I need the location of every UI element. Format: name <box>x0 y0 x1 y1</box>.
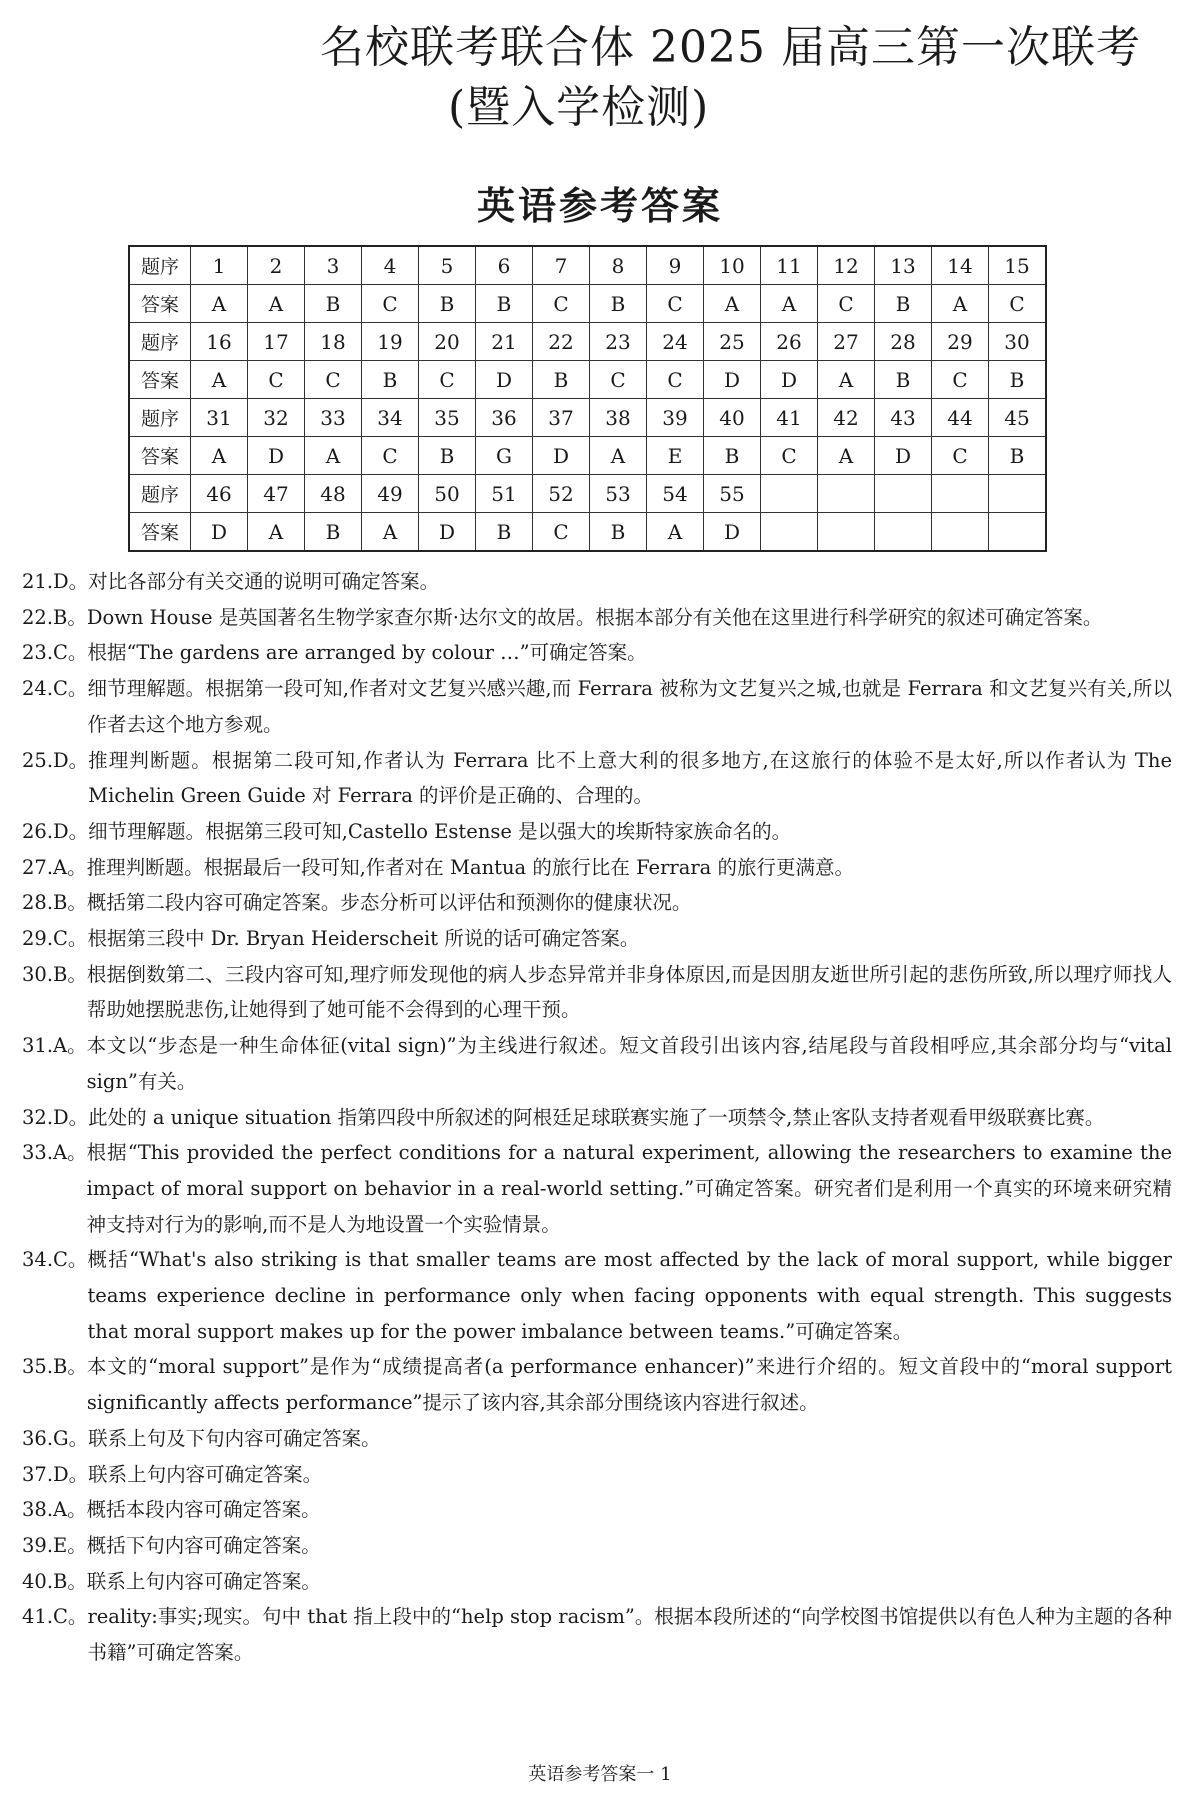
answer-row <box>129 437 1046 475</box>
question-number-cell: 54 <box>647 475 704 513</box>
explanation-text: 联系上句内容可确定答案。 <box>86 1569 321 1593</box>
explanation-number: 34.C。 <box>22 1248 88 1272</box>
explanation-number: 22.B。 <box>22 605 87 629</box>
explanation-item <box>22 600 1172 636</box>
answer-cell <box>761 513 818 552</box>
answer-cell: B <box>875 285 932 323</box>
answer-cell: C <box>419 361 476 399</box>
explanation-number: 33.A。 <box>22 1141 87 1165</box>
question-number-cell: 48 <box>305 475 362 513</box>
question-number-cell: 4 <box>362 246 419 285</box>
explanation-item <box>22 1028 1172 1099</box>
explanation-number: 40.B。 <box>22 1569 87 1593</box>
document-subtitle: (暨入学检测) <box>448 82 710 133</box>
question-number-cell: 24 <box>647 323 704 361</box>
explanation-item <box>22 921 1172 957</box>
answer-cell: A <box>761 285 818 323</box>
explanation-number: 27.A。 <box>22 855 87 879</box>
explanation-number: 28.B。 <box>22 891 87 915</box>
explanation-item <box>22 1100 1172 1136</box>
answer-cell: C <box>362 437 419 475</box>
question-number-cell: 36 <box>476 399 533 437</box>
answer-cell: B <box>476 285 533 323</box>
document-title: 名校联考联合体 2025 届高三第一次联考 <box>320 22 1141 73</box>
row-header-number: 题序 <box>129 323 191 361</box>
explanation-text: 联系上句内容可确定答案。 <box>88 1462 323 1486</box>
answer-cell: C <box>590 361 647 399</box>
explanation-text: 联系上句及下句内容可确定答案。 <box>88 1426 381 1450</box>
answer-cell: B <box>419 437 476 475</box>
explanation-item <box>22 1528 1172 1564</box>
explanation-item <box>22 671 1172 742</box>
question-number-cell: 43 <box>875 399 932 437</box>
question-number-cell: 53 <box>590 475 647 513</box>
question-number-cell: 50 <box>419 475 476 513</box>
question-number-cell: 29 <box>932 323 989 361</box>
question-number-cell: 25 <box>704 323 761 361</box>
explanation-item <box>22 743 1172 814</box>
row-header-answer: 答案 <box>129 285 191 323</box>
answer-cell: C <box>761 437 818 475</box>
answer-cell: B <box>590 513 647 552</box>
question-number-cell: 13 <box>875 246 932 285</box>
question-number-cell: 15 <box>989 246 1047 285</box>
explanation-text: Down House 是英国著名生物学家查尔斯·达尔文的故居。根据本部分有关他在这里进行科学研究的叙述可确定答案。 <box>86 605 1103 629</box>
explanation-item <box>22 635 1172 671</box>
answer-cell: C <box>647 285 704 323</box>
question-number-cell: 38 <box>590 399 647 437</box>
answer-cell: A <box>248 285 305 323</box>
answer-cell: D <box>704 513 761 552</box>
explanation-list <box>22 564 1172 1671</box>
row-header-answer: 答案 <box>129 513 191 552</box>
answer-cell: A <box>818 361 875 399</box>
explanation-text: 此处的 a unique situation 指第四段中所叙述的阿根廷足球联赛实施了一项禁令,禁止客队支持者观看甲级联赛比赛。 <box>88 1105 1105 1129</box>
answer-row <box>129 361 1046 399</box>
explanation-item <box>22 1349 1172 1420</box>
question-number-row <box>129 475 1046 513</box>
question-number-cell <box>875 475 932 513</box>
answer-cell: C <box>989 285 1047 323</box>
answer-cell: A <box>248 513 305 552</box>
answer-cell: B <box>590 285 647 323</box>
answer-cell: B <box>533 361 590 399</box>
explanation-text: reality:事实;现实。句中 that 指上段中的“help stop racism”。根据本段所述的“向学校图书馆提供以有色人种为主题的各种书籍”可确定答案。 <box>87 1605 1172 1665</box>
answer-cell: D <box>248 437 305 475</box>
question-number-cell: 37 <box>533 399 590 437</box>
answer-cell: C <box>818 285 875 323</box>
answer-cell: D <box>704 361 761 399</box>
answer-cell: C <box>932 361 989 399</box>
question-number-cell <box>932 475 989 513</box>
explanation-number: 21.D。 <box>22 570 89 593</box>
explanation-text: 根据“The gardens are arranged by colour …”可确定答案。 <box>87 641 647 665</box>
page-footer: 英语参考答案一 1 <box>528 1764 672 1785</box>
row-header-answer: 答案 <box>129 361 191 399</box>
explanation-number: 37.D。 <box>22 1462 89 1486</box>
question-number-cell: 23 <box>590 323 647 361</box>
question-number-cell: 40 <box>704 399 761 437</box>
explanation-item <box>22 1457 1172 1493</box>
question-number-cell: 33 <box>305 399 362 437</box>
question-number-cell: 17 <box>248 323 305 361</box>
question-number-cell: 47 <box>248 475 305 513</box>
question-number-cell <box>989 475 1047 513</box>
explanation-text: 推理判断题。根据第二段可知,作者认为 Ferrara 比不上意大利的很多地方,在这旅行的体验不是太好,所以作者认为 The Michelin Green Guide 对 Ferrara 的评价是正确的、合理的。 <box>88 748 1172 808</box>
explanation-item <box>22 1599 1172 1670</box>
question-number-cell: 1 <box>191 246 248 285</box>
answer-cell: C <box>305 361 362 399</box>
question-number-cell: 31 <box>191 399 248 437</box>
explanation-text: 对比各部分有关交通的说明可确定答案。 <box>88 570 440 593</box>
explanation-text: 根据倒数第二、三段内容可知,理疗师发现他的病人步态异常并非身体原因,而是因朋友逝世所引起的悲伤所致,所以理疗师找人帮助她摆脱悲伤,让她得到了她可能不会得到的心理干预。 <box>86 962 1172 1022</box>
question-number-cell: 9 <box>647 246 704 285</box>
explanation-text: 概括第二段内容可确定答案。步态分析可以评估和预测你的健康状况。 <box>86 891 692 915</box>
answer-cell: D <box>419 513 476 552</box>
explanation-number: 25.D。 <box>22 748 89 772</box>
answer-key-heading: 英语参考答案 <box>476 184 723 228</box>
question-number-cell: 6 <box>476 246 533 285</box>
explanation-number: 36.G。 <box>22 1426 89 1450</box>
answer-cell: D <box>875 437 932 475</box>
answer-cell: B <box>989 361 1047 399</box>
explanation-item <box>22 850 1172 886</box>
answer-cell: A <box>191 437 248 475</box>
answer-cell <box>818 513 875 552</box>
answer-table <box>128 245 1047 552</box>
explanation-number: 26.D。 <box>22 819 89 843</box>
explanation-item <box>22 885 1172 921</box>
answer-cell: G <box>476 437 533 475</box>
explanation-text: 细节理解题。根据第三段可知,Castello Estense 是以强大的埃斯特家族命名的。 <box>88 819 792 843</box>
question-number-cell: 3 <box>305 246 362 285</box>
answer-cell: C <box>533 285 590 323</box>
explanation-text: 概括“What's also striking is that smaller teams are most affected by the lack of moral support, while bigger teams experience decline in performance only when facing opponents with equal strength. This suggests that moral support makes up for the power imbalance between teams.”可确定答案。 <box>87 1248 1172 1343</box>
explanation-item <box>22 1242 1172 1349</box>
explanation-number: 41.C。 <box>22 1605 88 1629</box>
question-number-cell: 55 <box>704 475 761 513</box>
explanation-item <box>22 1564 1172 1600</box>
explanation-item <box>22 814 1172 850</box>
explanation-number: 31.A。 <box>22 1034 87 1058</box>
explanation-number: 30.B。 <box>22 962 87 986</box>
explanation-text: 概括下句内容可确定答案。 <box>86 1533 321 1557</box>
answer-cell <box>989 513 1047 552</box>
question-number-cell: 39 <box>647 399 704 437</box>
answer-cell <box>932 513 989 552</box>
explanation-number: 24.C。 <box>22 677 88 701</box>
explanation-item <box>22 1421 1172 1457</box>
question-number-cell: 27 <box>818 323 875 361</box>
question-number-cell: 32 <box>248 399 305 437</box>
answer-cell: A <box>191 285 248 323</box>
explanation-item <box>22 564 1172 600</box>
question-number-row <box>129 323 1046 361</box>
answer-cell: C <box>248 361 305 399</box>
question-number-cell: 51 <box>476 475 533 513</box>
answer-cell: C <box>533 513 590 552</box>
question-number-cell: 46 <box>191 475 248 513</box>
answer-cell: B <box>419 285 476 323</box>
explanation-item <box>22 957 1172 1028</box>
row-header-number: 题序 <box>129 246 191 285</box>
answer-cell: A <box>647 513 704 552</box>
question-number-cell: 22 <box>533 323 590 361</box>
row-header-number: 题序 <box>129 475 191 513</box>
answer-row <box>129 513 1046 552</box>
answer-cell: A <box>191 361 248 399</box>
question-number-cell: 49 <box>362 475 419 513</box>
explanation-text: 细节理解题。根据第一段可知,作者对文艺复兴感兴趣,而 Ferrara 被称为文艺复兴之城,也就是 Ferrara 和文艺复兴有关,所以作者去这个地方参观。 <box>87 677 1172 736</box>
row-header-number: 题序 <box>129 399 191 437</box>
explanation-number: 39.E。 <box>22 1533 87 1557</box>
answer-cell: B <box>362 361 419 399</box>
explanation-text: 根据“This provided the perfect conditions for a natural experiment, allowing the researchers to examine the impact of moral support on behavior in a real-world setting.”可确定答案。研究者们是利用一个真实的环境来研究精神支持对行为的影响,而不是人为地设置一个实验情景。 <box>86 1141 1172 1236</box>
answer-cell: A <box>590 437 647 475</box>
answer-cell: B <box>875 361 932 399</box>
explanation-item <box>22 1492 1172 1528</box>
question-number-cell: 45 <box>989 399 1047 437</box>
answer-cell: D <box>533 437 590 475</box>
explanation-number: 38.A。 <box>22 1498 87 1522</box>
question-number-cell: 30 <box>989 323 1047 361</box>
explanation-number: 32.D。 <box>22 1105 89 1129</box>
answer-cell: E <box>647 437 704 475</box>
question-number-cell: 7 <box>533 246 590 285</box>
question-number-cell: 20 <box>419 323 476 361</box>
question-number-cell: 34 <box>362 399 419 437</box>
answer-cell: D <box>191 513 248 552</box>
answer-cell: A <box>932 285 989 323</box>
question-number-row <box>129 246 1046 285</box>
answer-cell: C <box>647 361 704 399</box>
answer-cell: B <box>476 513 533 552</box>
question-number-row <box>129 399 1046 437</box>
answer-cell <box>875 513 932 552</box>
answer-cell: B <box>305 513 362 552</box>
explanation-item <box>22 1135 1172 1242</box>
answer-cell: D <box>476 361 533 399</box>
explanation-text: 本文的“moral support”是作为“成绩提高者(a performance enhancer)”来进行介绍的。短文首段中的“moral support significantly affects performance”提示了该内容,其余部分围绕该内容进行叙述。 <box>86 1355 1172 1415</box>
question-number-cell: 52 <box>533 475 590 513</box>
question-number-cell: 8 <box>590 246 647 285</box>
explanation-text: 推理判断题。根据最后一段可知,作者对在 Mantua 的旅行比在 Ferrara 的旅行更满意。 <box>86 855 854 879</box>
question-number-cell: 11 <box>761 246 818 285</box>
explanation-text: 概括本段内容可确定答案。 <box>86 1498 321 1522</box>
explanation-text: 本文以“步态是一种生命体征(vital sign)”为主线进行叙述。短文首段引出该内容,结尾段与首段相呼应,其余部分均与“vital sign”有关。 <box>86 1034 1172 1093</box>
question-number-cell <box>761 475 818 513</box>
explanation-number: 35.B。 <box>22 1355 87 1379</box>
explanation-number: 29.C。 <box>22 927 88 951</box>
question-number-cell: 19 <box>362 323 419 361</box>
answer-cell: B <box>305 285 362 323</box>
answer-cell: A <box>362 513 419 552</box>
question-number-cell: 26 <box>761 323 818 361</box>
answer-cell: A <box>305 437 362 475</box>
answer-cell: C <box>362 285 419 323</box>
answer-cell: A <box>818 437 875 475</box>
answer-cell: B <box>704 437 761 475</box>
question-number-cell: 10 <box>704 246 761 285</box>
question-number-cell: 35 <box>419 399 476 437</box>
answer-cell: C <box>932 437 989 475</box>
question-number-cell: 28 <box>875 323 932 361</box>
question-number-cell: 41 <box>761 399 818 437</box>
question-number-cell: 18 <box>305 323 362 361</box>
question-number-cell: 16 <box>191 323 248 361</box>
question-number-cell: 21 <box>476 323 533 361</box>
question-number-cell <box>818 475 875 513</box>
question-number-cell: 14 <box>932 246 989 285</box>
explanation-text: 根据第三段中 Dr. Bryan Heiderscheit 所说的话可确定答案。 <box>87 927 640 951</box>
question-number-cell: 42 <box>818 399 875 437</box>
question-number-cell: 12 <box>818 246 875 285</box>
answer-cell: A <box>704 285 761 323</box>
answer-row <box>129 285 1046 323</box>
question-number-cell: 2 <box>248 246 305 285</box>
answer-cell: D <box>761 361 818 399</box>
question-number-cell: 44 <box>932 399 989 437</box>
explanation-number: 23.C。 <box>22 641 88 665</box>
question-number-cell: 5 <box>419 246 476 285</box>
row-header-answer: 答案 <box>129 437 191 475</box>
answer-cell: B <box>989 437 1047 475</box>
